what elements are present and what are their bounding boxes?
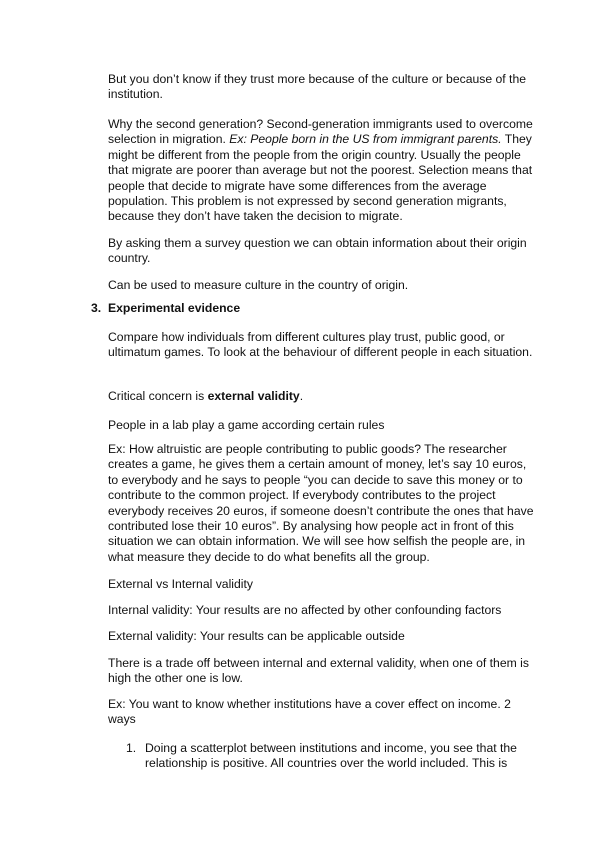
- paragraph-second-generation: [108, 117, 538, 225]
- paragraph-survey-question: By asking them a survey question we can obtain information about their origin country.: [108, 236, 527, 266]
- paragraph-second-generation-a: Why the second generation? Second-generation immigrants used to overcome selection in migration.: [108, 117, 533, 147]
- paragraph-lab-game: People in a lab play a game according certain rules: [108, 418, 385, 432]
- paragraph-culture-institution: But you don’t know if they trust more because of the culture or because of the institution.: [108, 72, 526, 102]
- paragraph-institutions-example: Ex: You want to know whether institutions have a cover effect on income. 2 ways: [108, 697, 511, 727]
- list-item-number: 1.: [126, 741, 137, 755]
- paragraph-altruism-example: Ex: How altruistic are people contributing to public goods? The researcher creates a game, he gives them a certain amount of money, let’s say 10 euros, to everybody and he says to people “you can decide to save this money or to contribute to the common project. If everybody contributes to the project everybody receives 20 euros, if someone doesn’t contribute the ones that have contributed lose their 10 euros”. By analysing how people act in front of this situation we can obtain information. We will see how selfish the people are, in what measure they decide to do what benefits all the group.: [108, 442, 534, 564]
- paragraph-external-validity: External validity: Your results can be applicable outside: [108, 629, 405, 643]
- paragraph-validity-heading: External vs Internal validity: [108, 577, 253, 591]
- paragraph-compare-games: Compare how individuals from different cultures play trust, public good, or ultimatum games. To look at the behaviour of different people in each situation.: [108, 330, 533, 360]
- paragraph-trade-off: There is a trade off between internal and external validity, when one of them is high the other one is low.: [108, 656, 529, 686]
- section-number: 3.: [91, 301, 102, 315]
- section-heading: [91, 301, 531, 316]
- paragraph-measure-culture: Can be used to measure culture in the country of origin.: [108, 278, 409, 292]
- critical-concern-a: Critical concern is: [108, 389, 208, 403]
- paragraph-internal-validity: Internal validity: Your results are no affected by other confounding factors: [108, 603, 502, 617]
- critical-concern-bold: external validity: [207, 389, 300, 403]
- paragraph-second-generation-example: Ex: People born in the US from immigrant parents.: [229, 132, 502, 147]
- list-item-text: Doing a scatterplot between institutions and income, you see that the relationship is positive. All countries over the world included. This is: [145, 741, 517, 771]
- critical-concern-c: .: [299, 389, 304, 403]
- section-title: Experimental evidence: [108, 301, 241, 315]
- paragraph-critical-concern: [108, 389, 538, 404]
- paragraph-second-generation-b: They might be different from the people from the origin country. Usually the people that migrate are poorer than average but not the poorest. Selection means that people that decide to migrate have some differences from the average population. This problem is not expressed by second generation migrants, because they don’t have taken the decision to migrate.: [108, 132, 533, 224]
